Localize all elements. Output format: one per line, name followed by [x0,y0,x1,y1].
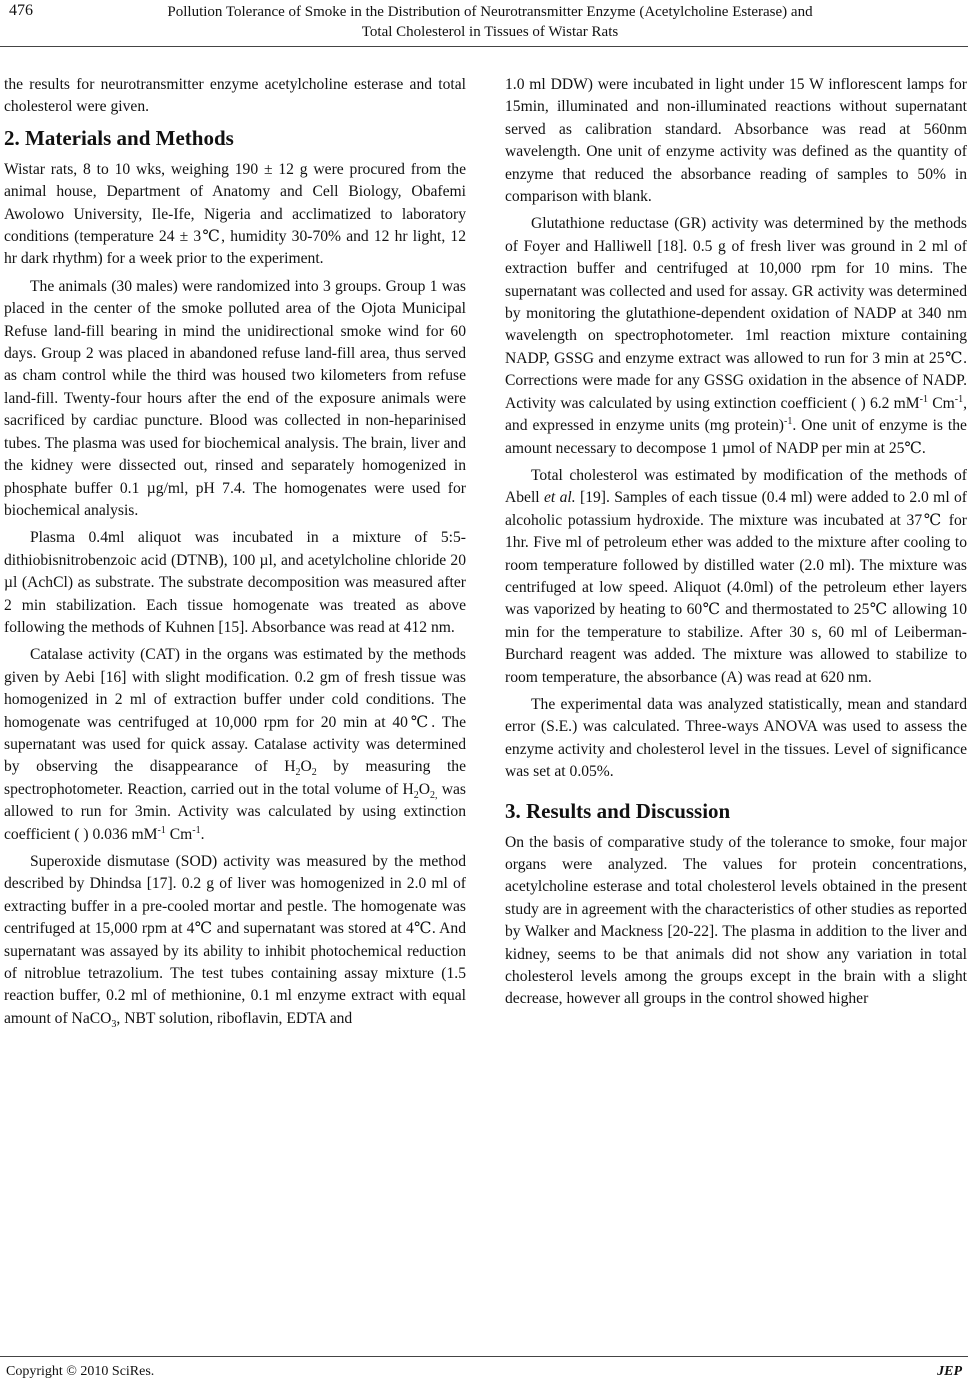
left-column [4,74,466,1030]
paragraph-catalase: Catalase activity (CAT) in the organs was estimated by the methods given by Aebi [16] with slight modification. 0.2 gm of fresh tissue was homogenized in 2 ml of extraction buffer under cold conditions. The homogenate was centrifuged at 10,000 rpm for 20 min at 40℃. The supernatant was used for quick assay. Catalase activity was determined by observing the disappearance of $H_2O_2$ by measuring the spectrophotometer. Reaction, carried out in the total volume of $H_2O_{2,}$ was allowed to run for 3min. Activity was calculated by using extinction coefficient ( ) 0.036 $mM^{-1}$ $Cm^{-1}$. [4,646,466,843]
paragraph-statistics: The experimental data was analyzed statistically, mean and standard error (S.E.) was calculated. Three-ways ANOVA was used to assess the enzyme activity and cholesterol level in the tissues. Level of significance was set at 0.05%. [505,695,967,781]
journal-abbreviation: JEP [937,1364,962,1379]
section-heading-results-discussion: 3. Results and Discussion [505,798,731,823]
header-rule [0,46,968,47]
copyright-notice: Copyright © 2010 SciRes. [6,1364,155,1379]
running-title-line-1: Pollution Tolerance of Smoke in the Distribution of Neurotransmitter Enzyme (Acetylcholine Esterase) and [167,4,813,20]
paragraph-glutathione-reductase: Glutathione reductase (GR) activity was determined by the methods of Foyer and Halliwell [18]. 0.5 g of fresh liver was ground in 2 ml of extraction buffer and centrifuged at 10,000 rpm for 10 mins. The supernatant was collected and used for assay. GR activity was determined by monitoring the glutathione-dependent oxidation of NADP at 340 nm wavelength on spectrophotometer. 1ml reaction mixture containing NADP, GSSG and enzyme extract was allowed to run for 3 min at 25℃. Corrections were made for any GSSG oxidation in the absence of NADP. Activity was calculated by using extinction coefficient ( ) 6.2 $mM^{-1}$ $Cm^{-1}$, and expressed in enzyme units (mg protein)$^{-1}$. One unit of enzyme is the amount necessary to decompose 1 µmol of NADP per min at 25℃. [505,215,967,457]
paragraph-results: On the basis of comparative study of the tolerance to smoke, four major organs were analyzed. The values for protein concentrations, acetylcholine esterase and total cholesterol levels obtained in the present study are in agreement with the characteristics of other studies as reported by Walker and Mackness [20-22]. The plasma in addition to the liver and kidney, seems to be that animals did not show any variation in total cholesterol levels among the groups except in the brain with a slight decrease, however all groups in the control showed higher [505,833,968,1008]
paragraph-acetylcholine-assay: Plasma 0.4ml aliquot was incubated in a mixture of 5:5-dithiobisnitrobenzoic acid (DTNB), 100 µl, and acetylcholine chloride 20 µl (AchCl) as substrate. The substrate decomposition was measured after 2 min stabilization. Each tissue homogenate was treated as above following the methods of Kuhnen [15]. Absorbance was read at 412 nm. [4,529,466,636]
paragraph-total-cholesterol: Total cholesterol was estimated by modification of the methods of Abell et al. [19]. Samples of each tissue (0.4 ml) were added to 2.0 ml of alcoholic potassium hydroxide. The mixture was incubated at 37℃ for 1hr. Five ml of petroleum ether was added to the mixture after cooling to room temperature followed by distilled water (2.0 ml). The mixture was centrifuged at low speed. Aliquot (4.0ml) of the petroleum ether layers was vaporized by heating to 60℃ and thermostated to 25℃ allowing 10 min for the temperature to stabilize. After 30 s, 60 ml of Leiberman-Burchard reagent was added. The mixture was allowed to stabilize to room temperature, the absorbance (A) was read at 620 nm. [505,466,967,686]
running-title-line-2: Total Cholesterol in Tissues of Wistar Rats [361,24,619,40]
paragraph-animals: Wistar rats, 8 to 10 wks, weighing 190 ± 12 g were procured from the animal house, Department of Anatomy and Cell Biology, Obafemi Awolowo University, Ile-Ife, Nigeria and acclimatized to laboratory conditions (temperature 24 ± 3℃, humidity 30-70% and 12 hr light, 12 hr dark rhythm) for a week prior to the experiment. [4,160,466,268]
footer-rule [0,1356,968,1357]
page-footer [0,1356,968,1386]
right-column [505,74,967,1011]
page-number: 476 [9,2,33,19]
paragraph-intro-continued: the results for neurotransmitter enzyme acetylcholine esterase and total cholesterol were given. [4,76,466,116]
page-header [0,0,968,46]
running-title [60,2,920,42]
paragraph-sod-continued: 1.0 ml DDW) were incubated in light under 15 W inflorescent lamps for 15min, illuminated and non-illuminated reactions without supernatant served as calibration standard. Absorbance was read at 560nm wavelength. One unit of enzyme activity was defined as the quantity of enzyme that reduced the absorbance reading of samples to 50% in comparison with blank. [505,76,967,206]
section-heading-materials-methods: 2. Materials and Methods [4,125,234,150]
paragraph-superoxide-dismutase: Superoxide dismutase (SOD) activity was measured by the method described by Dhindsa [17]. 0.2 g of liver was homogenized in 2.0 ml of extracting buffer in a pre-cooled mortar and pestle. The homogenate was centrifuged at 15,000 rpm at 4℃ and supernatant was stored at 4℃. And supernatant was assayed by its ability to inhibit photochemical reduction of nitroblue tetrazolium. The test tubes containing assay mixture (1.5 reaction buffer, 0.2 ml of methionine, 0.1 ml enzyme extract with equal amount of NaCO$_3$, NBT solution, riboflavin, EDTA and [4,853,466,1030]
paragraph-groups: The animals (30 males) were randomized into 3 groups. Group 1 was placed in the center of the smoke polluted area of the Ojota Municipal Refuse land-fill bearing in mind the unidirectional smoke wind for 60 days. Group 2 was placed in abandoned refuse land-fill area, thus served as cham control while the third was housed two kilometers from refuse land-fill. Twenty-four hours after the end of the exposure animals were sacrificed by cardiac puncture. Blood was collected in non-heparinised tubes. The plasma was used for biochemical analysis. The brain, liver and the kidney were dissected out, rinsed and separately homogenized in phosphate buffer 0.1 µg/ml, pH 7.4. The homogenates were used for biochemical analysis. [4,277,466,519]
